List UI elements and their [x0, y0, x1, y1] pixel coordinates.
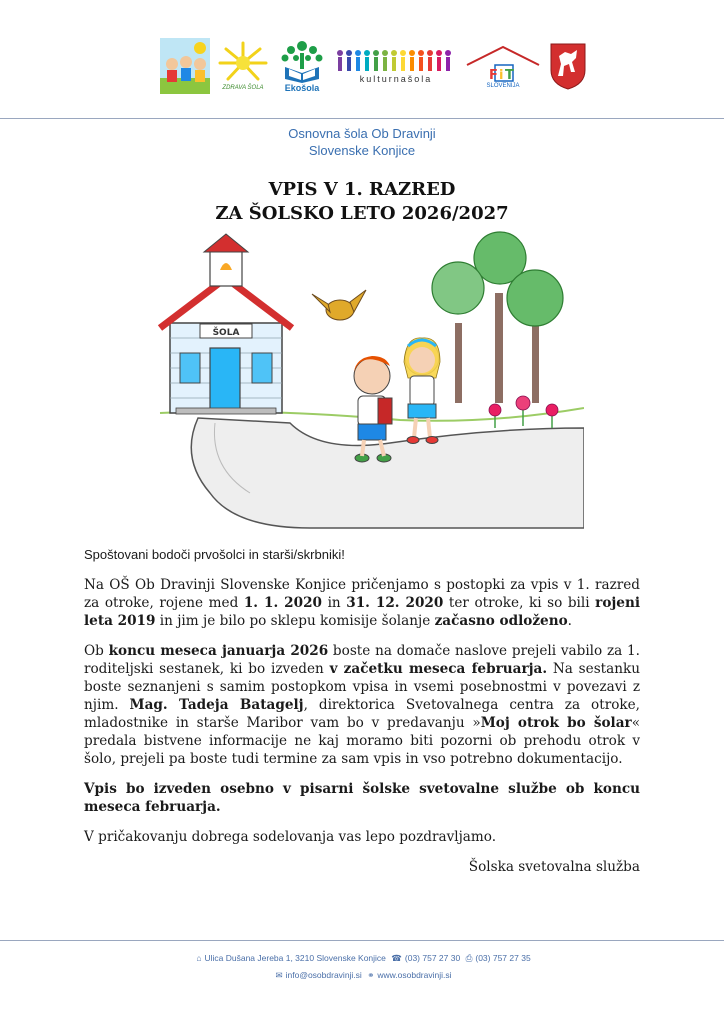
signature: Šolska svetovalna služba — [468, 859, 640, 875]
children-logo — [160, 34, 210, 98]
footer-line2 — [0, 967, 724, 984]
svg-text:i: i — [499, 68, 504, 83]
school-name-line1: Osnovna šola Ob Dravinji — [288, 126, 436, 141]
school-name — [0, 125, 724, 159]
girl — [404, 338, 440, 444]
trees — [432, 232, 563, 403]
footer-fax: (03) 757 27 35 — [475, 953, 531, 963]
greeting: Spoštovani bodoči prvošolci in starši/skrbniki! — [84, 547, 345, 562]
paragraph-eligibility: Na OŠ Ob Dravinji Slovenske Konjice pričenjamo s postopki za vpis v 1. razred za otroke, rojene med 1. 1. 2020 in 31. 12. 2020 ter otroke, ki so bili rojeni leta 2019 in jim je bilo po sklepu komisije šolanje začasno odloženo. — [84, 577, 640, 629]
paragraph-enrolment: Vpis bo izveden osebno v pisarni šolske svetovalne službe ob koncu meseca februarja. — [84, 781, 640, 815]
footer-phone: (03) 757 27 30 — [404, 953, 461, 963]
svg-text:T: T — [505, 68, 514, 83]
svg-text:ŠOLA: ŠOLA — [212, 328, 240, 338]
school-name-line2: Slovenske Konjice — [308, 143, 416, 158]
kulturna-sola-logo: kulturnašola — [334, 34, 458, 98]
web-icon: ⚭ — [367, 970, 375, 980]
phone-icon: ☎ — [391, 953, 402, 963]
paragraph-closing: V pričakovanju dobrega sodelovanja vas lepo pozdravljamo. — [84, 829, 497, 845]
fax-icon: ⎙ — [465, 953, 473, 963]
footer-divider — [0, 940, 724, 941]
coat-of-arms-logo — [548, 34, 588, 98]
school-illustration — [140, 228, 584, 540]
ekosola-logo: Ekošola — [276, 34, 328, 98]
school-building — [160, 234, 292, 414]
zdrava-sola-logo: ZDRAVA ŠOLA — [216, 34, 270, 98]
svg-text:F: F — [489, 68, 498, 83]
footer-line1 — [0, 950, 724, 967]
title-line1: VPIS V 1. RAZRED — [268, 179, 456, 200]
footer-email[interactable]: info@osobdravinji.si — [285, 970, 362, 980]
title-line2: ZA ŠOLSKO LETO 2026/2027 — [215, 203, 509, 224]
home-icon: ⌂ — [196, 953, 202, 963]
page-title — [0, 178, 724, 226]
letter-body — [84, 546, 640, 888]
footer — [0, 950, 724, 984]
paragraph-meeting: Ob koncu meseca januarja 2026 boste na domače naslove prejeli vabilo za 1. roditeljski sestanek, ki bo izveden v začetku meseca februarja. Na sestanku boste seznanjeni s samim postopkom vpisa in vsemi posebnostmi v povezavi z njim. Mag. Tadeja Batagelj, direktorica Svetovalnega centra za otroke, mladostnike in starše Maribor vam bo v predavanju »Moj otrok bo šolar« predala bistvene informacije ne kaj moramo biti pozorni ob prehodu otrok v šolo, prejeli pa boste tudi termine za sam vpis in vso potrebno dokumentacijo. — [84, 643, 641, 767]
footer-web[interactable]: www.osobdravinji.si — [377, 970, 452, 980]
header-divider — [0, 118, 724, 119]
footer-address: Ulica Dušana Jereba 1, 3210 Slovenske Konjice — [204, 953, 386, 963]
bird — [312, 290, 366, 320]
fit-slovenija-logo: F i T SLOVENIJA — [464, 34, 542, 98]
logo-strip — [160, 30, 592, 102]
mail-icon: ✉ — [275, 970, 283, 980]
